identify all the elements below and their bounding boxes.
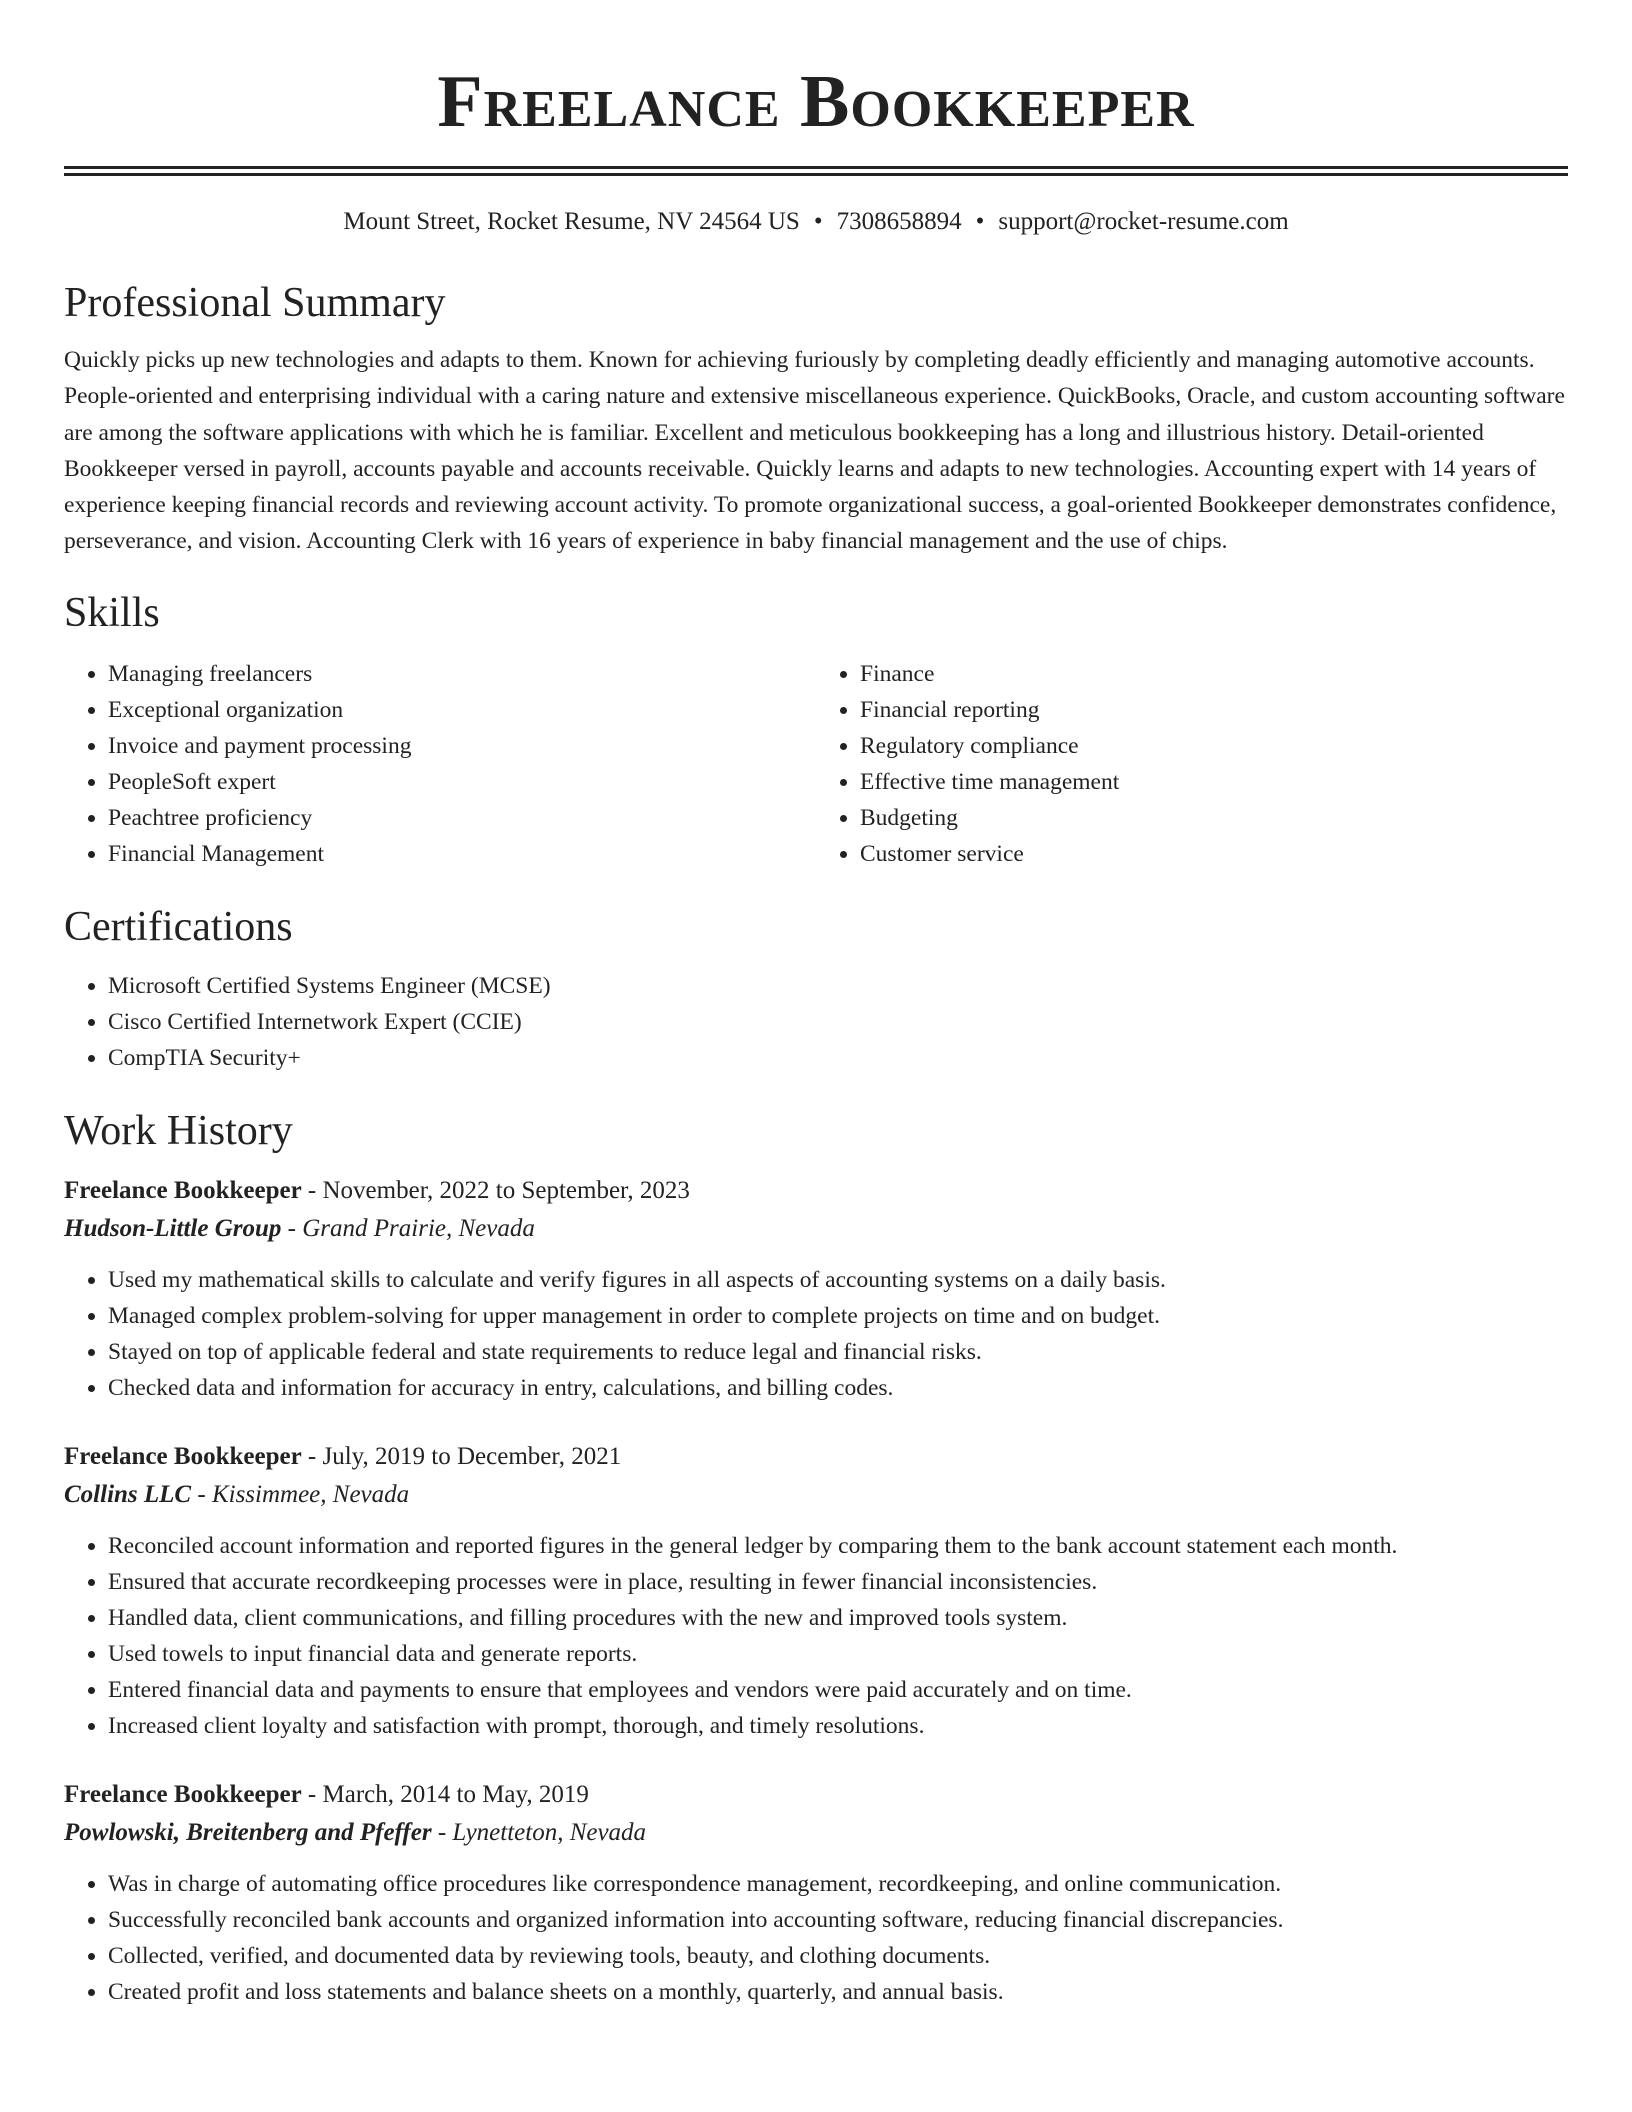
dash: - <box>301 1442 323 1470</box>
skills-column-left <box>64 656 816 872</box>
resume-page <box>64 0 1568 2010</box>
summary-text: Quickly picks up new technologies and adapts to them. Known for achieving furiously by completing deadly efficiently and managing automotive accounts. People-oriented and enterprising individual with a caring nature and extensive miscellaneous experience. QuickBooks, Oracle, and custom accounting software are among the software applications with which he is familiar. Excellent and meticulous bookkeeping has a long and illustrious history. Detail-oriented Bookkeeper versed in payroll, accounts payable and accounts receivable. Quickly learns and adapts to new technologies. Accounting expert with 14 years of experience keeping financial records and reviewing account activity. To promote organizational success, a goal-oriented Bookkeeper demonstrates confidence, perseverance, and vision. Accounting Clerk with 16 years of experience in baby financial management and the use of chips. <box>64 347 1565 555</box>
job-title-line <box>64 1440 1568 1474</box>
job-bullet: • Created profit and loss statements and balance sheets on a monthly, quarterly, and annual basis. <box>108 1974 1568 2010</box>
skill-item: • Regulatory compliance <box>860 728 1568 764</box>
job-dates: March, 2014 to May, 2019 <box>322 1780 589 1808</box>
job-entry <box>64 1440 1568 1744</box>
job-role: Freelance Bookkeeper <box>64 1176 302 1204</box>
skill-item: • Financial Management <box>108 836 816 872</box>
dash: - <box>191 1480 212 1508</box>
skills-list <box>64 656 1568 872</box>
skill-item: • PeopleSoft expert <box>108 764 816 800</box>
title-divider <box>64 166 1568 176</box>
dash: - <box>431 1818 453 1846</box>
job-bullet: • Managed complex problem-solving for upper management in order to complete projects on time and on budget. <box>108 1298 1568 1334</box>
skill-item: • Peachtree proficiency <box>108 800 816 836</box>
job-bullet: • Used my mathematical skills to calculate and verify figures in all aspects of accounting systems on a daily basis. <box>108 1262 1568 1298</box>
job-dates: November, 2022 to September, 2023 <box>322 1176 690 1204</box>
contact-line <box>64 206 1568 238</box>
job-company-line <box>64 1816 1568 1850</box>
job-bullet: • Reconciled account information and reported figures in the general ledger by comparing them to the bank account statement each month. <box>108 1528 1568 1564</box>
job-company: Collins LLC <box>64 1480 192 1508</box>
job-bullet: • Was in charge of automating office procedures like correspondence management, recordkeeping, and online communication. <box>108 1866 1568 1902</box>
certification-item: • Cisco Certified Internetwork Expert (CCIE) <box>108 1004 1568 1040</box>
skill-item: • Managing freelancers <box>108 656 816 692</box>
contact-address: Mount Street, Rocket Resume, NV 24564 US <box>343 208 800 235</box>
contact-separator: • <box>975 208 985 235</box>
job-role: Freelance Bookkeeper <box>64 1780 302 1808</box>
contact-separator: • <box>813 208 823 235</box>
summary-heading: Professional Summary <box>64 280 446 326</box>
skill-item: • Finance <box>860 656 1568 692</box>
skills-column-right <box>816 656 1568 872</box>
certification-item: • CompTIA Security+ <box>108 1040 1568 1076</box>
skill-item: • Effective time management <box>860 764 1568 800</box>
job-title-line <box>64 1778 1568 1812</box>
job-location: Kissimmee, Nevada <box>211 1480 410 1508</box>
work-history-heading: Work History <box>64 1107 293 1154</box>
dash: - <box>281 1214 303 1242</box>
contact-phone: 7308658894 <box>836 208 962 235</box>
resume-title: Freelance Bookkeeper <box>437 61 1195 143</box>
job-location: Lynetteton, Nevada <box>452 1818 647 1846</box>
job-entry <box>64 1778 1568 2010</box>
job-bullets <box>64 1866 1568 2010</box>
skill-item: • Budgeting <box>860 800 1568 836</box>
job-bullets <box>64 1262 1568 1406</box>
job-company-line <box>64 1212 1568 1246</box>
skill-item: • Financial reporting <box>860 692 1568 728</box>
job-bullet: • Used towels to input financial data and generate reports. <box>108 1636 1568 1672</box>
skills-heading: Skills <box>64 589 160 636</box>
certifications-heading: Certifications <box>64 903 293 950</box>
certification-item: • Microsoft Certified Systems Engineer (MCSE) <box>108 968 1568 1004</box>
job-company: Powlowski, Breitenberg and Pfeffer <box>64 1818 432 1846</box>
job-role: Freelance Bookkeeper <box>64 1442 302 1470</box>
skill-item: • Customer service <box>860 836 1568 872</box>
job-bullet: • Ensured that accurate recordkeeping processes were in place, resulting in fewer financial inconsistencies. <box>108 1564 1568 1600</box>
job-bullet: • Increased client loyalty and satisfaction with prompt, thorough, and timely resolutions. <box>108 1708 1568 1744</box>
skill-item: • Invoice and payment processing <box>108 728 816 764</box>
job-entry <box>64 1174 1568 1406</box>
job-location: Grand Prairie, Nevada <box>302 1214 535 1242</box>
job-bullet: • Checked data and information for accuracy in entry, calculations, and billing codes. <box>108 1370 1568 1406</box>
job-bullet: • Handled data, client communications, and filling procedures with the new and improved tools system. <box>108 1600 1568 1636</box>
job-dates: July, 2019 to December, 2021 <box>322 1442 622 1470</box>
dash: - <box>301 1780 323 1808</box>
skill-item: • Exceptional organization <box>108 692 816 728</box>
job-company-line <box>64 1478 1568 1512</box>
contact-email: support@rocket-resume.com <box>998 208 1289 235</box>
job-bullet: • Collected, verified, and documented data by reviewing tools, beauty, and clothing documents. <box>108 1938 1568 1974</box>
job-bullet: • Stayed on top of applicable federal and state requirements to reduce legal and financial risks. <box>108 1334 1568 1370</box>
certifications-list <box>64 968 1568 1076</box>
dash: - <box>301 1176 323 1204</box>
job-bullets <box>64 1528 1568 1744</box>
job-bullet: • Successfully reconciled bank accounts and organized information into accounting software, reducing financial discrepancies. <box>108 1902 1568 1938</box>
job-bullet: • Entered financial data and payments to ensure that employees and vendors were paid accurately and on time. <box>108 1672 1568 1708</box>
job-company: Hudson-Little Group <box>64 1214 282 1242</box>
job-title-line <box>64 1174 1568 1208</box>
